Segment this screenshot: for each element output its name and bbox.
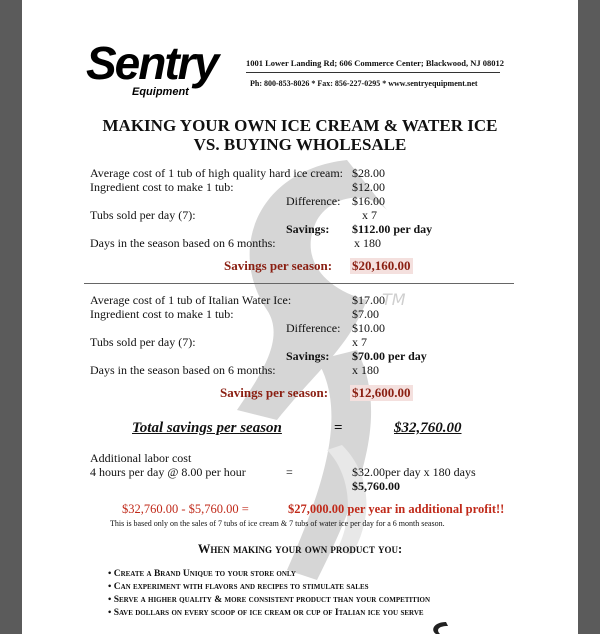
company-logo-subtitle: Equipment xyxy=(132,86,189,98)
benefit-item: • Serve a higher quality & more consistent product than your competition xyxy=(108,595,431,605)
benefit-item-text: Save dollars on every scoop of ice cream or cup of Italian ice you serve xyxy=(113,608,424,618)
ic-difference-label: Difference: xyxy=(286,194,341,208)
ic-ingredient-value: $12.00 xyxy=(352,180,385,194)
total-savings-value: $32,760.00 xyxy=(394,420,462,436)
svg-text:TM: TM xyxy=(382,290,406,309)
wi-avg-cost-value: $17.00 xyxy=(352,293,385,307)
wi-ingredient-value: $7.00 xyxy=(352,307,379,321)
wi-difference-value: $10.00 xyxy=(352,321,385,335)
ic-days-label: Days in the season based on 6 months: xyxy=(90,236,276,250)
total-savings-equals: = xyxy=(334,420,343,436)
wi-days-value: x 180 xyxy=(352,363,379,377)
ic-savings-value: $112.00 per day xyxy=(352,222,433,236)
benefit-item: • Save dollars on every scoop of ice cream or cup of Italian ice you serve xyxy=(108,608,424,618)
labor-equals: = xyxy=(286,465,293,479)
company-address: 1001 Lower Landing Rd; 606 Commerce Center; Blackwood, NJ 08012 xyxy=(246,58,504,68)
labor-calc: $32.00per day x 180 days xyxy=(352,465,476,479)
header-divider xyxy=(246,72,500,73)
company-logo: Sentry xyxy=(86,37,218,89)
document-page xyxy=(22,0,578,634)
ic-savings-label: Savings: xyxy=(286,222,330,236)
wi-days-label: Days in the season based on 6 months: xyxy=(90,363,276,377)
ic-avg-cost-value: $28.00 xyxy=(352,166,385,180)
document-title-line2: VS. BUYING WHOLESALE xyxy=(193,135,407,154)
labor-result: $5,760.00 xyxy=(352,479,400,493)
labor-cost-label: Additional labor cost xyxy=(90,451,192,465)
wi-season-label: Savings per season: xyxy=(220,385,329,400)
benefit-item-text: Create a Brand Unique to your store only xyxy=(113,569,296,579)
company-contact: Ph: 800-853-8026 * Fax: 856-227-0295 * www.sentryequipment.net xyxy=(250,79,478,88)
wi-difference-label: Difference: xyxy=(286,321,341,335)
wi-tubs-label: Tubs sold per day (7): xyxy=(90,335,196,349)
partial-logo-icon xyxy=(426,620,456,634)
wi-avg-cost-label: Average cost of 1 tub of Italian Water Ice: xyxy=(90,293,292,307)
ic-season-label: Savings per season: xyxy=(224,258,333,273)
ic-days-value: x 180 xyxy=(354,236,381,250)
wi-ingredient-label: Ingredient cost to make 1 tub: xyxy=(90,307,234,321)
benefits-heading: When making your own product you: xyxy=(197,542,403,556)
wi-savings-value: $70.00 per day xyxy=(352,349,427,363)
benefit-item: • Create a Brand Unique to your store only xyxy=(108,569,296,579)
wi-tubs-value: x 7 xyxy=(352,335,367,349)
document-title-line1: MAKING YOUR OWN ICE CREAM & WATER ICE xyxy=(102,116,498,135)
ic-season-value: $20,160.00 xyxy=(352,258,411,273)
wi-season-value: $12,600.00 xyxy=(352,385,411,400)
labor-hours-label: 4 hours per day @ 8.00 per hour xyxy=(90,465,246,479)
wi-savings-label: Savings: xyxy=(286,349,330,363)
profit-note: This is based only on the sales of 7 tubs of ice cream & 7 tubs of water ice per day for a 6 month season. xyxy=(110,519,445,528)
ic-tubs-value: x 7 xyxy=(362,208,377,222)
profit-result: $27,000.00 per year in additional profit!! xyxy=(288,502,505,516)
benefit-item-text: Serve a higher quality & more consistent product than your competition xyxy=(113,595,431,605)
ic-avg-cost-label: Average cost of 1 tub of high quality hard ice cream: xyxy=(90,166,344,180)
profit-calc: $32,760.00 - $5,760.00 = xyxy=(122,502,249,516)
total-savings-label: Total savings per season xyxy=(132,420,282,436)
ic-difference-value: $16.00 xyxy=(352,194,385,208)
section-divider xyxy=(84,283,514,284)
benefit-item: • Can experiment with flavors and recipes to stimulate sales xyxy=(108,582,369,592)
benefit-item-text: Can experiment with flavors and recipes to stimulate sales xyxy=(113,582,369,592)
ic-ingredient-label: Ingredient cost to make 1 tub: xyxy=(90,180,234,194)
ic-tubs-label: Tubs sold per day (7): xyxy=(90,208,196,222)
